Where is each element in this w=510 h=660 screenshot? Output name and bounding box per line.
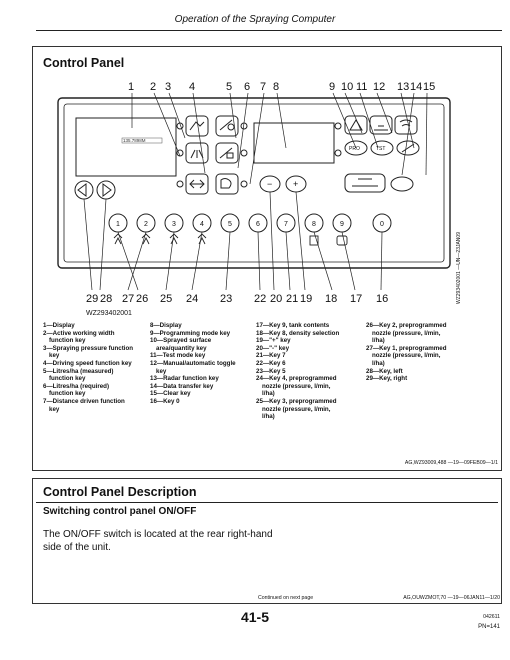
running-header: Operation of the Spraying Computer [174,14,336,25]
svg-text:28: 28 [100,293,113,305]
footer-code: 042611 [483,614,500,620]
plus-label: + [293,179,299,189]
svg-text:21: 21 [286,293,299,305]
callout-13: 13 [397,81,410,93]
svg-text:3: 3 [172,221,176,228]
callout-9: 9 [329,81,336,93]
svg-text:24: 24 [186,293,199,305]
display-left [76,118,176,176]
callout-6: 6 [244,81,251,93]
section1-ref-code: AG,WZ93009,488 —19—09FEB09—1/1 [404,460,498,466]
callout-14: 14 [410,81,423,93]
legend-column-3: 17—Key 9, tank contents 18—Key 8, density selection 19—"+" key 20—"-" key 21—Key 7 22—Key 6 23—Key 5 24—Key 4, preprogrammed nozzle (pressure, l/min, l/ha) 25—Key 3, preprogrammed nozzle (pressure, l/min, l/ha) [256,322,340,421]
tst-label: TST [376,146,386,152]
clear-key [391,177,413,191]
toggle-key [216,174,238,194]
section2-ref-code: AG,OUWZMOT,70 —19—06JAN11—1/20 [403,595,500,601]
figure-id: WZ293402001 [86,310,132,317]
legend-column-2: 8—Display 9—Programming mode key 10—Sprayed surface area/quantity key 11—Test mode key 12—Manual/automatic toggle key 13—Radar function key 14—Data transfer key 15—Clear key 16—Key 0 [150,322,236,405]
svg-text:7: 7 [284,221,288,228]
callout-7: 7 [260,81,267,93]
callout-8: 8 [273,81,280,93]
svg-text:29: 29 [86,293,99,305]
svg-text:5: 5 [228,221,232,228]
control-panel-figure [40,78,470,318]
right-key [97,181,115,199]
svg-text:27: 27 [122,293,135,305]
svg-text:22: 22 [254,293,267,305]
svg-text:0: 0 [380,221,384,228]
callout-2: 2 [150,81,157,93]
svg-text:17: 17 [350,293,363,305]
svg-text:16: 16 [376,293,389,305]
figure-side-code: WZ293402001 —UN—23JAN09 [456,232,462,304]
svg-text:18: 18 [325,293,338,305]
function-keys-left [177,116,247,163]
top-callouts [128,81,435,93]
display-right [254,123,334,163]
svg-text:26: 26 [136,293,149,305]
nozzle-icons [114,234,347,245]
legend-column-4: 26—Key 2, preprogrammed nozzle (pressure, l/min, l/ha) 27—Key 1, preprogrammed nozzle (pressure, l/min, l/ha) 28—Key, left 29—Key, right [366,322,447,383]
svg-text:19: 19 [300,293,313,305]
svg-text:25: 25 [160,293,173,305]
callout-11: 11 [356,81,368,93]
sprayed-area-key [345,174,385,192]
section2-title: Control Panel Description [43,485,197,499]
minus-label: − [267,179,273,189]
nozzle-key-row [109,214,391,232]
callout-10: 10 [341,81,354,93]
led [241,150,247,156]
callout-15: 15 [423,81,436,93]
svg-text:8: 8 [312,221,316,228]
callout-12: 12 [373,81,386,93]
section2-subtitle: Switching control panel ON/OFF [43,506,197,517]
callout-3: 3 [165,81,172,93]
header-rule [36,30,502,31]
continued-note: Continued on next page [258,595,314,601]
section2-body-text: The ON/OFF switch is located at the rear right-hand side of the unit. [43,529,273,553]
bottom-callouts [86,293,388,305]
pro-label: PRO [349,146,360,152]
section-title: Control Panel [43,56,125,70]
lower-keys-left [75,174,247,199]
section2-rule [36,502,498,503]
page-number: 41-5 [240,609,270,625]
callout-4: 4 [189,81,196,93]
left-key [78,184,86,196]
svg-text:2: 2 [144,221,148,228]
footer-pn: PN=141 [478,624,500,630]
callout-5: 5 [226,81,233,93]
svg-text:4: 4 [200,221,204,228]
display-text: 135.7898M [123,138,146,143]
svg-text:9: 9 [340,221,344,228]
svg-text:1: 1 [116,221,120,228]
svg-text:20: 20 [270,293,283,305]
legend-column-1: 1—Display 2—Active working width function key 3—Spraying pressure function key 4—Driving speed function key 5—Litres/ha (measured) function key 6—Litres/ha (required) function key 7—Distance driven function key [43,322,134,413]
svg-text:6: 6 [256,221,260,228]
svg-text:23: 23 [220,293,233,305]
callout-1: 1 [128,81,135,93]
